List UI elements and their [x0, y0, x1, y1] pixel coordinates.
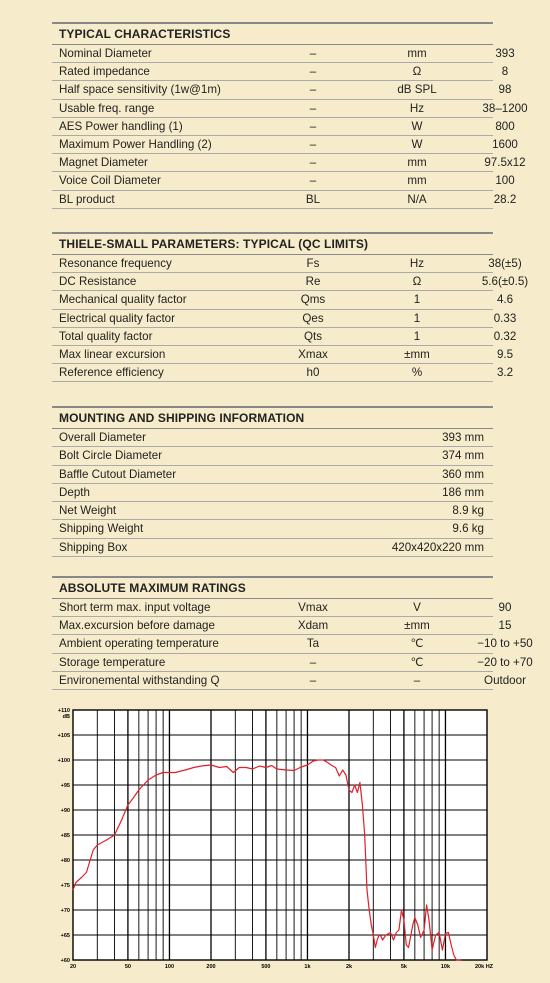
row-unit: W: [411, 119, 423, 133]
x-tick-label: 200: [206, 964, 216, 970]
y-tick-label: +105: [57, 733, 70, 739]
table-row: [52, 447, 493, 465]
table-row: [52, 539, 493, 557]
row-label: Max.excursion before damage: [59, 619, 215, 633]
row-label: Half space sensitivity (1w@1m): [59, 83, 221, 97]
row-symbol: –: [309, 673, 317, 687]
row-unit: ±mm: [404, 347, 430, 361]
row-symbol: –: [309, 101, 317, 115]
row-label: Overall Diameter: [59, 431, 146, 444]
thiele-small-table: [52, 255, 529, 382]
row-symbol: BL: [305, 192, 321, 206]
x-tick-label: 1k: [304, 964, 311, 970]
typical-characteristics-section: [52, 22, 528, 209]
row-label: Reference efficiency: [59, 366, 164, 380]
table-row: [52, 346, 514, 364]
row-unit: N/A: [407, 192, 427, 206]
row-label: Baffle Cutout Diameter: [59, 467, 177, 481]
table-row: [52, 654, 533, 672]
row-label: Shipping Box: [59, 540, 128, 554]
row-label: Electrical quality factor: [59, 311, 175, 325]
row-unit: W: [411, 137, 423, 151]
row-unit: 1: [413, 293, 421, 307]
row-symbol: h0: [306, 366, 320, 380]
table-row: [52, 291, 514, 309]
row-value: 4.6: [496, 293, 514, 307]
row-unit: mm: [407, 156, 427, 170]
row-value: 0.33: [493, 311, 517, 325]
x-tick-label: 100: [164, 964, 175, 970]
table-row: [52, 172, 515, 190]
row-symbol: Qts: [303, 329, 323, 343]
row-label: Voice Coil Diameter: [59, 174, 161, 188]
y-tick-label: +85: [60, 833, 70, 839]
row-symbol: Qes: [302, 311, 324, 325]
row-unit: Hz: [409, 257, 425, 270]
x-tick-label: 20: [69, 964, 77, 970]
row-value: 420x420x220 mm: [391, 540, 484, 554]
row-unit: 1: [413, 311, 421, 325]
row-unit: ℃: [410, 637, 424, 651]
row-value: −10 to +50: [477, 637, 533, 651]
row-unit: V: [413, 601, 421, 614]
table-row: [52, 617, 512, 635]
table-row: [52, 429, 493, 447]
row-symbol: Vmax: [298, 601, 328, 614]
row-value: 90: [498, 601, 512, 614]
row-label: Depth: [59, 485, 90, 499]
row-value: 38(±5): [488, 257, 522, 270]
table-row: [52, 63, 509, 81]
row-unit: dB SPL: [397, 83, 437, 97]
row-symbol: Ta: [306, 637, 320, 651]
row-label: Maximum Power Handling (2): [59, 137, 212, 151]
row-value: 15: [498, 619, 512, 633]
y-tick-label: +60: [60, 958, 70, 964]
row-unit: mm: [407, 47, 427, 60]
row-value: 0.32: [493, 329, 517, 343]
row-value: 8.9 kg: [452, 504, 484, 518]
x-tick-label: 500: [261, 964, 271, 970]
table-row: [52, 520, 493, 538]
row-label: Usable freq. range: [59, 101, 155, 115]
section-title: MOUNTING AND SHIPPING INFORMATION: [52, 406, 493, 429]
row-value: 100: [495, 174, 515, 188]
row-value: 28.2: [493, 192, 517, 206]
table-row: [52, 136, 518, 154]
row-value: 9.6 kg: [452, 522, 484, 536]
row-symbol: Fs: [306, 257, 320, 270]
row-value: 5.6(±0.5): [481, 275, 529, 289]
x-tick-label: 50: [124, 964, 131, 970]
table-row: [52, 154, 526, 172]
table-row: [52, 118, 515, 136]
table-row: [52, 466, 493, 484]
row-value: 393: [495, 47, 515, 60]
y-unit-label: dB: [62, 714, 70, 720]
y-tick-label: +100: [57, 758, 70, 764]
row-value: 393 mm: [442, 431, 484, 444]
mounting-shipping-table: [52, 429, 493, 557]
frequency-response-chart: [0, 696, 550, 983]
row-unit: –: [413, 673, 421, 687]
table-row: [52, 191, 517, 209]
table-row: [52, 364, 514, 382]
row-label: Max linear excursion: [59, 347, 166, 361]
x-tick-label: 5k: [400, 964, 407, 970]
table-row: [52, 45, 515, 63]
row-value: 374 mm: [442, 449, 484, 463]
row-value: 8: [501, 65, 509, 79]
section-title: TYPICAL CHARACTERISTICS: [52, 22, 493, 45]
table-row: [52, 310, 517, 328]
table-row: [52, 328, 517, 346]
row-symbol: –: [309, 655, 317, 669]
row-value: Outdoor: [484, 673, 526, 687]
section-title: THIELE-SMALL PARAMETERS: TYPICAL (QC LIMITS): [52, 232, 493, 255]
row-label: Ambient operating temperature: [59, 637, 219, 651]
table-row: [52, 502, 493, 520]
row-label: Mechanical quality factor: [59, 293, 187, 307]
row-symbol: –: [309, 47, 317, 60]
row-label: Environemental withstanding Q: [59, 673, 220, 687]
row-value: 186 mm: [442, 485, 484, 499]
row-label: Rated impedance: [59, 65, 150, 79]
table-row: [52, 672, 526, 690]
row-symbol: Xmax: [298, 347, 328, 361]
table-row: [52, 599, 512, 617]
absolute-max-section: [52, 576, 533, 690]
row-label: Net Weight: [59, 504, 117, 518]
table-row: [52, 635, 533, 653]
row-symbol: Re: [305, 275, 321, 289]
table-row: [52, 255, 522, 273]
row-value: −20 to +70: [477, 655, 533, 669]
row-label: AES Power handling (1): [59, 119, 183, 133]
y-tick-label: +90: [60, 808, 70, 814]
row-value: 38–1200: [482, 101, 528, 115]
row-unit: Ω: [412, 65, 422, 79]
y-tick-label: +65: [60, 933, 70, 939]
row-label: Short term max. input voltage: [59, 601, 211, 614]
thiele-small-section: [52, 232, 529, 382]
row-label: BL product: [59, 192, 115, 206]
x-tick-label: 2k: [345, 964, 353, 970]
y-tick-label: +75: [60, 883, 70, 889]
row-symbol: –: [309, 83, 317, 97]
row-value: 1600: [492, 137, 518, 151]
row-unit: ℃: [410, 655, 424, 669]
row-symbol: Xdam: [297, 619, 329, 633]
row-label: Bolt Circle Diameter: [59, 449, 163, 463]
row-label: Magnet Diameter: [59, 156, 148, 170]
row-value: 3.2: [496, 366, 514, 380]
row-unit: ±mm: [404, 619, 430, 633]
row-unit: %: [411, 366, 423, 380]
row-label: Nominal Diameter: [59, 47, 152, 60]
row-symbol: Qms: [300, 293, 326, 307]
row-value: 97.5x12: [484, 156, 526, 170]
row-label: Shipping Weight: [59, 522, 144, 536]
row-label: Storage temperature: [59, 655, 166, 669]
table-row: [52, 100, 528, 118]
row-value: 98: [498, 83, 512, 97]
row-symbol: –: [309, 119, 317, 133]
row-value: 360 mm: [442, 467, 484, 481]
row-value: 9.5: [496, 347, 514, 361]
row-value: 800: [495, 119, 515, 133]
table-row: [52, 484, 493, 502]
y-tick-label: +110: [57, 708, 70, 714]
row-unit: Hz: [409, 101, 425, 115]
table-row: [52, 273, 529, 291]
typical-characteristics-table: [52, 45, 528, 209]
y-tick-label: +70: [60, 908, 70, 914]
row-label: Total quality factor: [59, 329, 153, 343]
row-unit: 1: [413, 329, 421, 343]
absolute-max-table: [52, 599, 533, 690]
x-tick-label: 10k: [440, 964, 451, 970]
x-tick-label: 20k HZ: [475, 964, 494, 970]
row-symbol: –: [309, 174, 317, 188]
row-label: Resonance frequency: [59, 257, 172, 270]
row-unit: mm: [407, 174, 427, 188]
y-tick-label: +80: [60, 858, 70, 864]
y-tick-label: +95: [60, 783, 70, 789]
row-symbol: –: [309, 137, 317, 151]
row-label: DC Resistance: [59, 275, 137, 289]
row-symbol: –: [309, 65, 317, 79]
mounting-shipping-section: [52, 406, 493, 557]
section-title: ABSOLUTE MAXIMUM RATINGS: [52, 576, 493, 599]
table-row: [52, 81, 512, 99]
row-unit: Ω: [412, 275, 422, 289]
row-symbol: –: [309, 156, 317, 170]
